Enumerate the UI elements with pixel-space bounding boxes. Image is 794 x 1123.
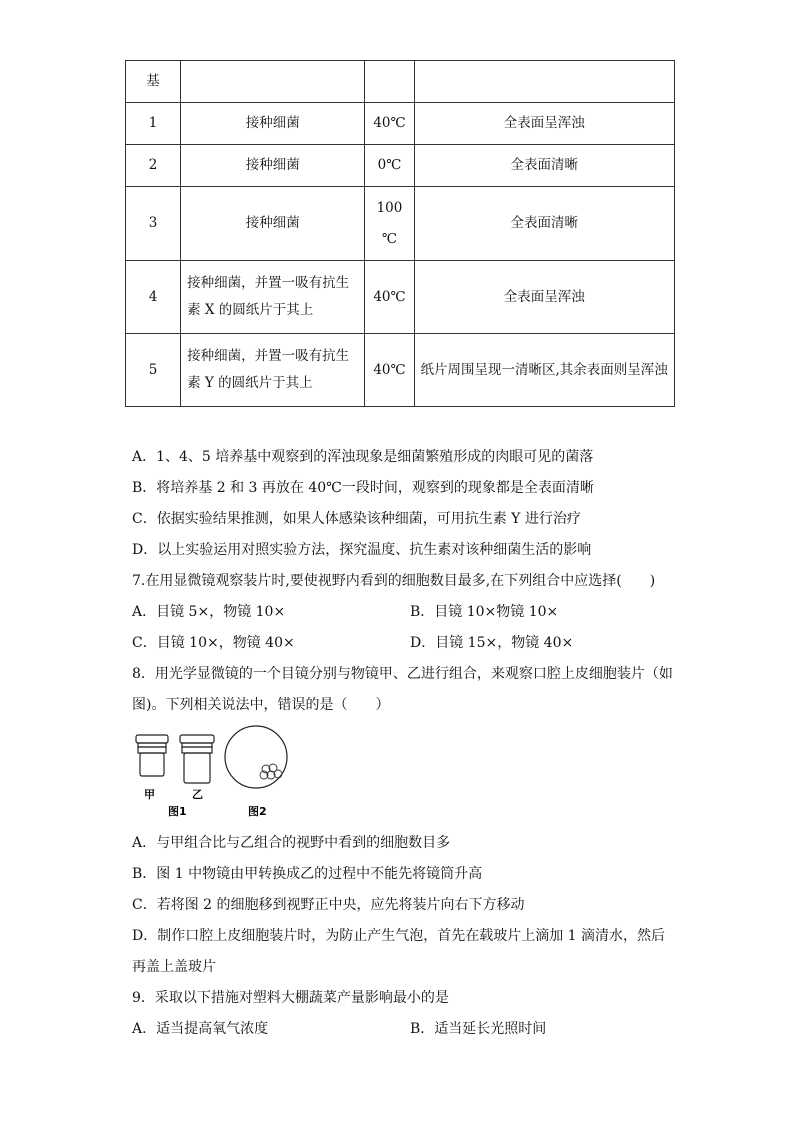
table-cell: 1 xyxy=(126,103,181,145)
table-cell: 全表面清晰 xyxy=(414,145,675,187)
objective-lens-and-field-illustration xyxy=(130,725,300,820)
q7-option-c: C．目镜 10×，物镜 40× xyxy=(132,635,295,651)
table-cell: 40℃ xyxy=(365,103,414,145)
q9-stem: 9．采取以下措施对塑料大棚蔬菜产量影响最小的是 xyxy=(132,990,449,1006)
q8-option-c: C．若将图 2 的细胞移到视野正中央，应先将装片向右下方移动 xyxy=(132,897,525,913)
table-row xyxy=(126,103,675,145)
table-cell: 5 xyxy=(126,334,181,407)
q8-option-b: B．图 1 中物镜由甲转换成乙的过程中不能先将镜筒升高 xyxy=(132,866,483,882)
objective-jia-icon xyxy=(136,735,168,776)
q7-option-a: A．目镜 5×，物镜 10× xyxy=(132,604,286,620)
table-cell: 接种细菌，并置一吸有抗生素 Y 的圆纸片于其上 xyxy=(181,334,365,407)
table-row xyxy=(126,334,675,407)
table-cell: 4 xyxy=(126,261,181,334)
table-cell: 接种细菌，并置一吸有抗生素 X 的圆纸片于其上 xyxy=(181,261,365,334)
table-cell: 0℃ xyxy=(365,145,414,187)
microscope-figure xyxy=(130,725,300,820)
table-cell: 基 xyxy=(126,61,181,103)
table-row xyxy=(126,261,675,334)
q9-option-b: B．适当延长光照时间 xyxy=(410,1021,547,1037)
table-row xyxy=(126,187,675,261)
table-cell: 100 ℃ xyxy=(365,187,414,261)
table-cell xyxy=(181,61,365,103)
q7-stem: 7.在用显微镜观察装片时,要使视野内看到的细胞数目最多,在下列组合中应选择( ) xyxy=(132,573,656,589)
table-cell: 接种细菌 xyxy=(181,103,365,145)
q7-option-d: D．目镜 15×，物镜 40× xyxy=(410,635,574,651)
table-cell: 纸片周围呈现一清晰区,其余表面则呈浑浊 xyxy=(414,334,675,407)
table-cell: 全表面呈浑浊 xyxy=(414,103,675,145)
objective-yi-icon xyxy=(180,735,214,783)
q9-option-a: A．适当提高氧气浓度 xyxy=(132,1021,269,1037)
label-fig1: 图1 xyxy=(168,805,187,818)
q6-option-d: D．以上实验运用对照实验方法，探究温度、抗生素对该种细菌生活的影响 xyxy=(132,542,592,558)
table-cell xyxy=(414,61,675,103)
q8-option-a: A．与甲组合比与乙组合的视野中看到的细胞数目多 xyxy=(132,835,451,851)
table-cell: 40℃ xyxy=(365,334,414,407)
q8-option-d-line1: D．制作口腔上皮细胞装片时，为防止产生气泡，首先在载玻片上滴加 1 滴清水，然后 xyxy=(132,928,666,944)
q7-option-b: B．目镜 10×物镜 10× xyxy=(410,604,559,620)
q6-option-b: B．将培养基 2 和 3 再放在 40℃一段时间，观察到的现象都是全表面清晰 xyxy=(132,480,594,496)
table-cell: 2 xyxy=(126,145,181,187)
q6-option-c: C．依据实验结果推测，如果人体感染该种细菌，可用抗生素 Y 进行治疗 xyxy=(132,511,581,527)
label-fig2: 图2 xyxy=(248,805,267,818)
table-cell: 全表面清晰 xyxy=(414,187,675,261)
q8-option-d-line2: 再盖上盖玻片 xyxy=(132,959,216,975)
field-of-view-icon xyxy=(225,726,287,788)
label-yi: 乙 xyxy=(192,788,203,801)
table-cell: 全表面呈浑浊 xyxy=(414,261,675,334)
table-cell xyxy=(365,61,414,103)
experiment-table xyxy=(125,60,675,407)
table-cell: 接种细菌 xyxy=(181,145,365,187)
q6-option-a: A．1、4、5 培养基中观察到的浑浊现象是细菌繁殖形成的肉眼可见的菌落 xyxy=(132,449,594,465)
q8-stem-line2: 图)。下列相关说法中，错误的是（ ） xyxy=(132,697,390,713)
table-row xyxy=(126,145,675,187)
table-cell: 40℃ xyxy=(365,261,414,334)
table-header-row xyxy=(126,61,675,103)
label-jia: 甲 xyxy=(144,788,155,801)
q8-stem-line1: 8．用光学显微镜的一个目镜分别与物镜甲、乙进行组合，来观察口腔上皮细胞装片（如 xyxy=(132,666,673,682)
table-cell: 接种细菌 xyxy=(181,187,365,261)
table-cell: 3 xyxy=(126,187,181,261)
